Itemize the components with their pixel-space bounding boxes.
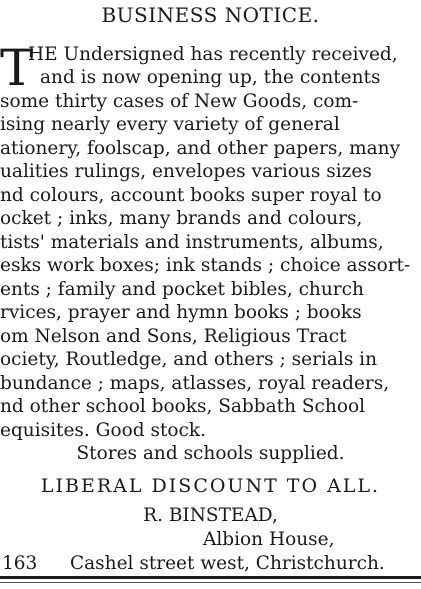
stores-line: Stores and schools supplied.	[76, 443, 345, 464]
body-line-10: esks work boxes; ink stands ; choice assort-	[0, 255, 411, 276]
drop-cap-letter: T	[0, 39, 34, 97]
body-line-17: equisites. Good stock.	[0, 420, 206, 441]
notice-heading: BUSINESS NOTICE.	[101, 3, 320, 27]
body-line-2: and is now opening up, the contents	[40, 67, 381, 88]
discount-line: LIBERAL DISCOUNT TO ALL.	[40, 475, 381, 497]
body-line-16: nd other school books, Sabbath School	[0, 396, 366, 417]
body-line-5: ationery, foolscap, and other papers, many	[0, 138, 401, 159]
body-line-12: rvices, prayer and hymn books ; books	[0, 302, 362, 323]
house-name: Albion House,	[203, 529, 335, 550]
body-line-8: ocket ; inks, many brands and colours,	[0, 208, 363, 229]
body-line-11: ents ; family and pocket bibles, church	[0, 279, 364, 300]
body-line-7: nd colours, account books super royal to	[0, 185, 382, 206]
body-line-4: ising nearly every variety of general	[0, 114, 340, 135]
body-line-14: ociety, Routledge, and others ; serials in	[0, 349, 378, 370]
ad-number: 163	[2, 553, 38, 574]
body-line-9: tists' materials and instruments, albums,	[0, 232, 384, 253]
body-line-13: om Nelson and Sons, Religious Tract	[0, 326, 347, 347]
body-line-6: ualities rulings, envelopes various sizes	[0, 161, 372, 182]
body-line-15: bundance ; maps, atlasses, royal readers,	[0, 373, 390, 394]
street-address: Cashel street west, Christchurch.	[70, 553, 385, 574]
body-line-3: some thirty cases of New Goods, com-	[0, 91, 359, 112]
body-line-1: HE Undersigned has recently received,	[28, 44, 398, 65]
proprietor-name: R. BINSTEAD,	[143, 505, 278, 526]
bottom-rule	[0, 576, 421, 579]
bottom-rule-thin	[0, 582, 421, 583]
